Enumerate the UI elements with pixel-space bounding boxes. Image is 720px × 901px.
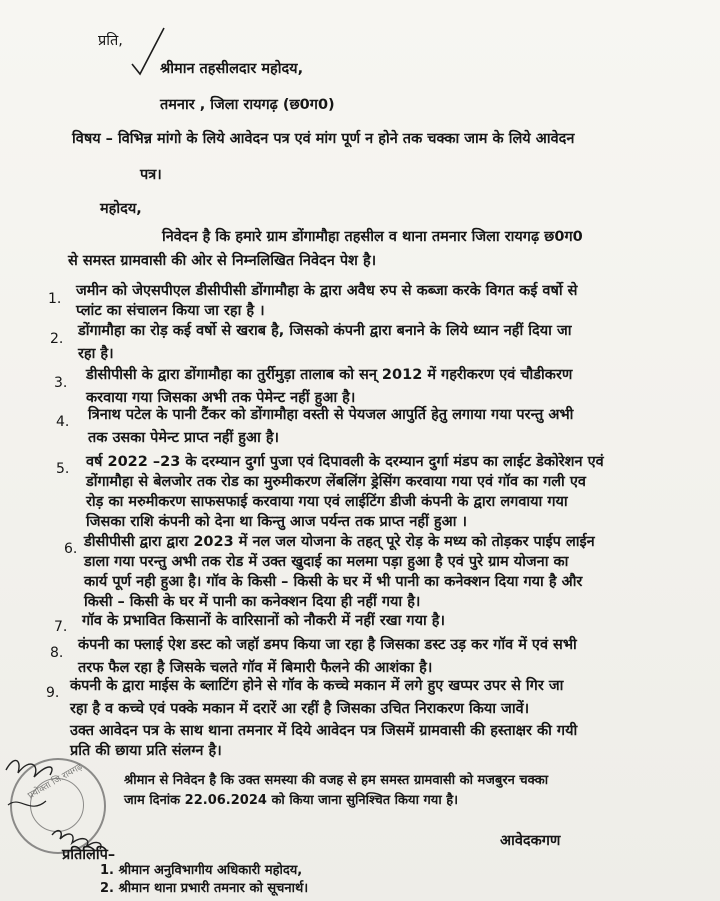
subject-line-2: पत्र। xyxy=(140,167,162,183)
item-number: 4. xyxy=(56,414,70,430)
item-number: 6. xyxy=(64,541,78,557)
item-6-line-4: किसी – किसी के घर में पानी का कनेक्शन दिया ही नहीं गया है। xyxy=(84,594,421,610)
item-2-line-1: डोंगामौहा का रोड़ कई वर्षो से खराब है, जिसको कंपनी द्वारा बनाने के लिये ध्यान नहीं दिया जा xyxy=(78,323,572,339)
prati-label: प्रति, xyxy=(98,33,123,49)
item-1-line-2: प्लांट का संचालन किया जा रहा है । xyxy=(76,303,265,319)
item-8-line-1: कंपनी का फ्लाई ऐश डस्ट को जहॉ डमप किया जा रहा है जिसका डस्ट उड़ कर गॉव में एवं सभी xyxy=(78,637,577,653)
item-2-line-2: रहा है। xyxy=(78,346,114,362)
item-1-line-1: जमीन को जेएसपीएल डीसीपीसी डोंगामौहा के द्वारा अवैध रुप से कब्जा करके विगत कई वर्षो से xyxy=(76,283,578,299)
item-4-line-2: तक उसका पेमेन्ट प्राप्त नहीं हुआ है। xyxy=(88,430,280,446)
stamp-text: प्रयोक्ता जि.रायगढ़ xyxy=(26,762,85,802)
applicants-label: आवेदकगण xyxy=(500,833,561,849)
item-3-line-2: करवाया गया जिसका अभी तक पेमेन्ट नहीं हुआ है। xyxy=(86,390,356,406)
intro-line-1: निवेदन है कि हमारे ग्राम डोंगामौहा तहसील व थाना तमनार जिला रायगढ़ छ0ग0 xyxy=(162,229,583,245)
item-6-line-2: डाला गया परन्तु अभी तक रोड में उक्त खुदाई का मलमा पड़ा हुआ है एवं पुरे ग्राम योजना का xyxy=(84,554,569,570)
copy-heading: प्रतिलिपि– xyxy=(62,847,116,863)
closing-line-3: श्रीमान से निवेदन है कि उक्त समस्या की वजह से हम समस्त ग्रामवासी को मजबुरन चक्का xyxy=(124,773,549,788)
item-5-line-1: वर्ष 2022 –23 के दरम्यान दुर्गा पुजा एवं दिपावली के दरम्यान दुर्गा मंडप का लाईट डेकोरेशन एवं xyxy=(86,454,604,470)
item-5-line-3: रोड़ का मरुमीकरण साफसफाई करवाया गया एवं लाईटिंग डीजी कंपनी के द्वारा लगवाया गया xyxy=(86,494,568,510)
item-6-line-3: कार्य पूर्ण नही हुआ है। गॉव के किसी – किसी के घर में भी पानी का कनेक्शन दिया गया है और xyxy=(84,574,583,590)
item-number: 5. xyxy=(56,461,70,477)
item-number: 3. xyxy=(54,375,68,391)
item-number: 1. xyxy=(48,291,62,307)
closing-line-4: जाम दिनांक 22.06.2024 को किया जाना सुनिश्चित किया गया है। xyxy=(124,793,459,808)
item-7-line-1: गॉव के प्रभावित किसानों के वारिसानों को नौकरी में नहीं रखा गया है। xyxy=(82,613,445,629)
item-number: 9. xyxy=(46,685,60,701)
item-number: 8. xyxy=(50,645,64,661)
item-6-line-1: डीसीपीसी द्वारा द्वारा 2023 में नल जल योजना के तहत् पूरे रोड़ के मध्य को तोड़कर पाईप लाईन xyxy=(84,534,595,550)
closing-line-2: प्रति की छाया प्रति संलग्न है। xyxy=(70,743,222,759)
copy-item-2: 2. श्रीमान थाना प्रभारी तमनार को सूचनार्थ। xyxy=(100,881,309,896)
item-5-line-2: डोंगामौहा से बेलजोर तक रोड का मुरुमीकरण लेंबलिंग ड्रेसिंग करवाया गया एवं गॉव का गली एव xyxy=(86,474,586,490)
item-3-line-1: डीसीपीसी के द्वारा डोंगामौहा का तुर्रीमुड़ा तालाब को सन् 2012 में गहरीकरण एवं चौडीकरण xyxy=(86,367,573,383)
item-number: 7. xyxy=(54,619,68,635)
subject-line-1: विषय – विभिन्न मांगो के लिये आवेदन पत्र एवं मांग पूर्ण न होने तक चक्का जाम के लिये आवेदन xyxy=(72,131,575,147)
office-place: तमनार , जिला रायगढ़ (छ0ग0) xyxy=(160,97,335,113)
item-5-line-4: जिसका राशि कंपनी को देना था किन्तु आज पर्यन्त तक प्राप्त नहीं हुआ । xyxy=(86,514,467,530)
item-8-line-2: तरफ फैल रहा है जिसके चलते गॉव में बिमारी फैलने की आशंका है। xyxy=(78,660,433,676)
item-number: 2. xyxy=(50,331,64,347)
intro-line-2: से समस्त ग्रामवासी की ओर से निम्नलिखित निवेदन पेश है। xyxy=(68,253,377,269)
item-9-line-1: कंपनी के द्वारा माईस के ब्लाटिंग होने से गॉव के कच्चे मकान में लगे हुए खप्पर उपर से गिर जा xyxy=(70,678,564,694)
officer-title: श्रीमान तहसीलदार महोदय, xyxy=(160,61,304,77)
salutation: महोदय, xyxy=(100,201,142,217)
item-4-line-1: त्रिनाथ पटेल के पानी टैंकर को डोंगामौहा वस्ती से पेयजल आपुर्ति हेतु लगाया गया परन्तु अभी xyxy=(88,407,574,423)
closing-line-1: उक्त आवेदन पत्र के साथ थाना तमनार में दिये आवेदन पत्र जिसमें ग्रामवासी की हस्ताक्षर की गयी xyxy=(70,723,578,739)
item-9-line-2: रहा है व कच्चे एवं पक्के मकान में दरारें आ रहीं है जिसका उचित निराकरण किया जावें। xyxy=(70,701,530,717)
copy-item-1: 1. श्रीमान अनुविभागीय अधिकारी महोदय, xyxy=(100,863,303,878)
